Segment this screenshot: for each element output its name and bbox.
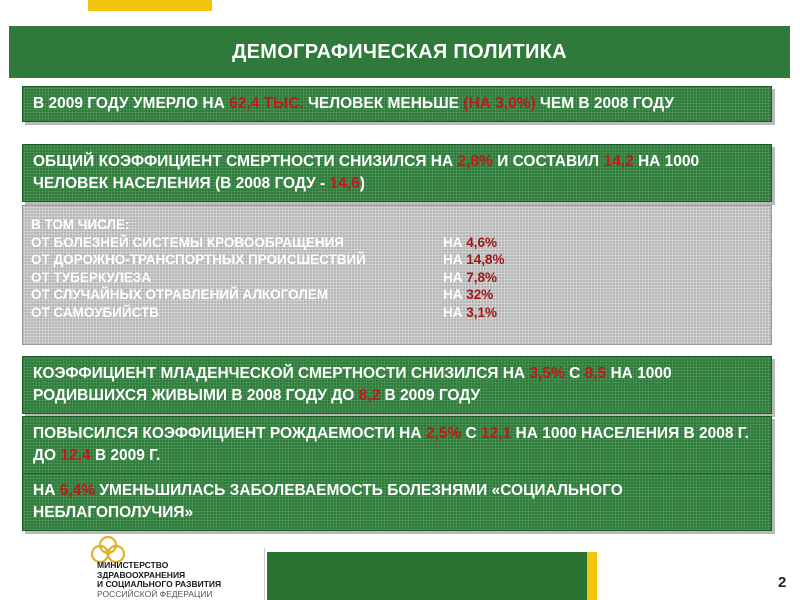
cause-label: ОТ ТУБЕРКУЛЕЗА — [31, 269, 151, 285]
footer-yellow-block — [587, 552, 597, 600]
stat-value: 2,5% — [425, 425, 462, 442]
cause-value: 32% — [466, 287, 494, 302]
cause-prefix: НА — [443, 269, 467, 285]
stat-text: С — [461, 425, 482, 442]
cause-prefix: НА — [443, 287, 467, 302]
stat-box-social-diseases — [22, 473, 772, 531]
page-title-text: ДЕМОГРАФИЧЕСКАЯ ПОЛИТИКА — [232, 40, 567, 63]
cause-row — [31, 269, 763, 287]
causes-header: В ТОМ ЧИСЛЕ: — [31, 217, 130, 232]
cause-label: ОТ САМОУБИЙСТВ — [31, 304, 159, 320]
stat-value: 12,1 — [481, 425, 512, 442]
stat-text: ) — [359, 175, 365, 192]
cause-row — [31, 251, 763, 269]
stat-text: УМЕНЬШИЛАСЬ ЗАБОЛЕВАЕМОСТЬ БОЛЕЗНЯМИ «СОЦИАЛЬНОГО НЕБЛАГОПОЛУЧИЯ» — [33, 482, 623, 521]
stat-text: НА 1000 ЧЕЛОВЕК НАСЕЛЕНИЯ (В 2008 ГОДУ - — [33, 153, 700, 192]
cause-value: 7,8% — [466, 269, 498, 285]
ministry-name-line: ЗДРАВООХРАНЕНИЯ — [97, 569, 186, 580]
page-title — [9, 26, 790, 78]
stat-text: ПОВЫСИЛСЯ КОЭФФИЦИЕНТ РОЖДАЕМОСТИ НА — [33, 425, 426, 442]
ministry-name-line: МИНИСТЕРСТВО — [97, 560, 169, 570]
cause-label: ОТ ДОРОЖНО-ТРАНСПОРТНЫХ ПРОИСШЕСТВИЙ — [31, 252, 366, 267]
stat-text: НА 1000 НАСЕЛЕНИЯ В 2008 Г. ДО — [33, 425, 749, 464]
cause-prefix: НА — [443, 304, 467, 320]
cause-value: 4,6% — [466, 234, 498, 250]
stat-value: 6,4% — [59, 482, 96, 499]
stat-value: 8,5 — [584, 365, 607, 382]
ministry-name — [97, 561, 221, 599]
footer-green-block — [267, 552, 587, 600]
stat-value: 12,4 — [60, 447, 91, 464]
stat-text: В 2009 ГОДУ — [380, 387, 481, 404]
stat-box-infant-mortality — [22, 356, 772, 414]
footer-divider — [264, 548, 265, 600]
cause-label: ОТ БОЛЕЗНЕЙ СИСТЕМЫ КРОВООБРАЩЕНИЯ — [31, 234, 345, 250]
stat-text: В 2009 Г. — [90, 447, 161, 464]
stat-text: ЧЕЛОВЕК МЕНЬШЕ — [303, 95, 464, 112]
stat-text: ЧЕМ В 2008 ГОДУ — [535, 95, 675, 112]
stat-value: (НА 3,0%) — [463, 95, 536, 112]
ministry-name-line: И СОЦИАЛЬНОГО РАЗВИТИЯ — [97, 579, 222, 589]
cause-prefix: НА — [443, 252, 467, 267]
cause-prefix: НА — [443, 234, 467, 250]
cause-row — [31, 286, 763, 304]
stat-text: В 2009 ГОДУ УМЕРЛО НА — [33, 95, 230, 112]
stat-text: И СОСТАВИЛ — [492, 153, 604, 170]
stat-box-mortality-rate — [22, 144, 772, 202]
cause-value: 14,8% — [466, 252, 505, 267]
stat-value: 14,6 — [329, 175, 360, 192]
stat-value: 14,2 — [603, 153, 634, 170]
stat-box-birth-rate — [22, 416, 772, 474]
page-number: 2 — [778, 574, 787, 591]
stat-text: КОЭФФИЦИЕНТ МЛАДЕНЧЕСКОЙ СМЕРТНОСТИ СНИЗИЛСЯ НА — [33, 365, 530, 382]
stat-value: 2,8% — [457, 153, 493, 170]
stat-value: 62,4 ТЫС. — [229, 95, 304, 112]
stat-text: НА — [33, 482, 60, 499]
stat-value: 8,2 — [358, 387, 381, 404]
ministry-name-line: РОССИЙСКОЙ ФЕДЕРАЦИИ — [97, 588, 213, 599]
stat-text: НА 1000 РОДИВШИХСЯ ЖИВЫМИ В 2008 ГОДУ ДО — [33, 365, 672, 404]
cause-row — [31, 234, 763, 252]
cause-row — [31, 304, 763, 322]
stat-text: ОБЩИЙ КОЭФФИЦИЕНТ СМЕРТНОСТИ СНИЗИЛСЯ НА — [33, 153, 458, 170]
cause-label: ОТ СЛУЧАЙНЫХ ОТРАВЛЕНИЙ АЛКОГОЛЕМ — [31, 287, 329, 302]
stat-box-deaths — [22, 86, 772, 122]
mortality-causes-box — [22, 205, 772, 345]
stat-value: 3,5% — [529, 365, 565, 382]
top-accent-bar — [88, 0, 212, 11]
cause-value: 3,1% — [466, 304, 498, 320]
stat-text: С — [564, 365, 585, 382]
